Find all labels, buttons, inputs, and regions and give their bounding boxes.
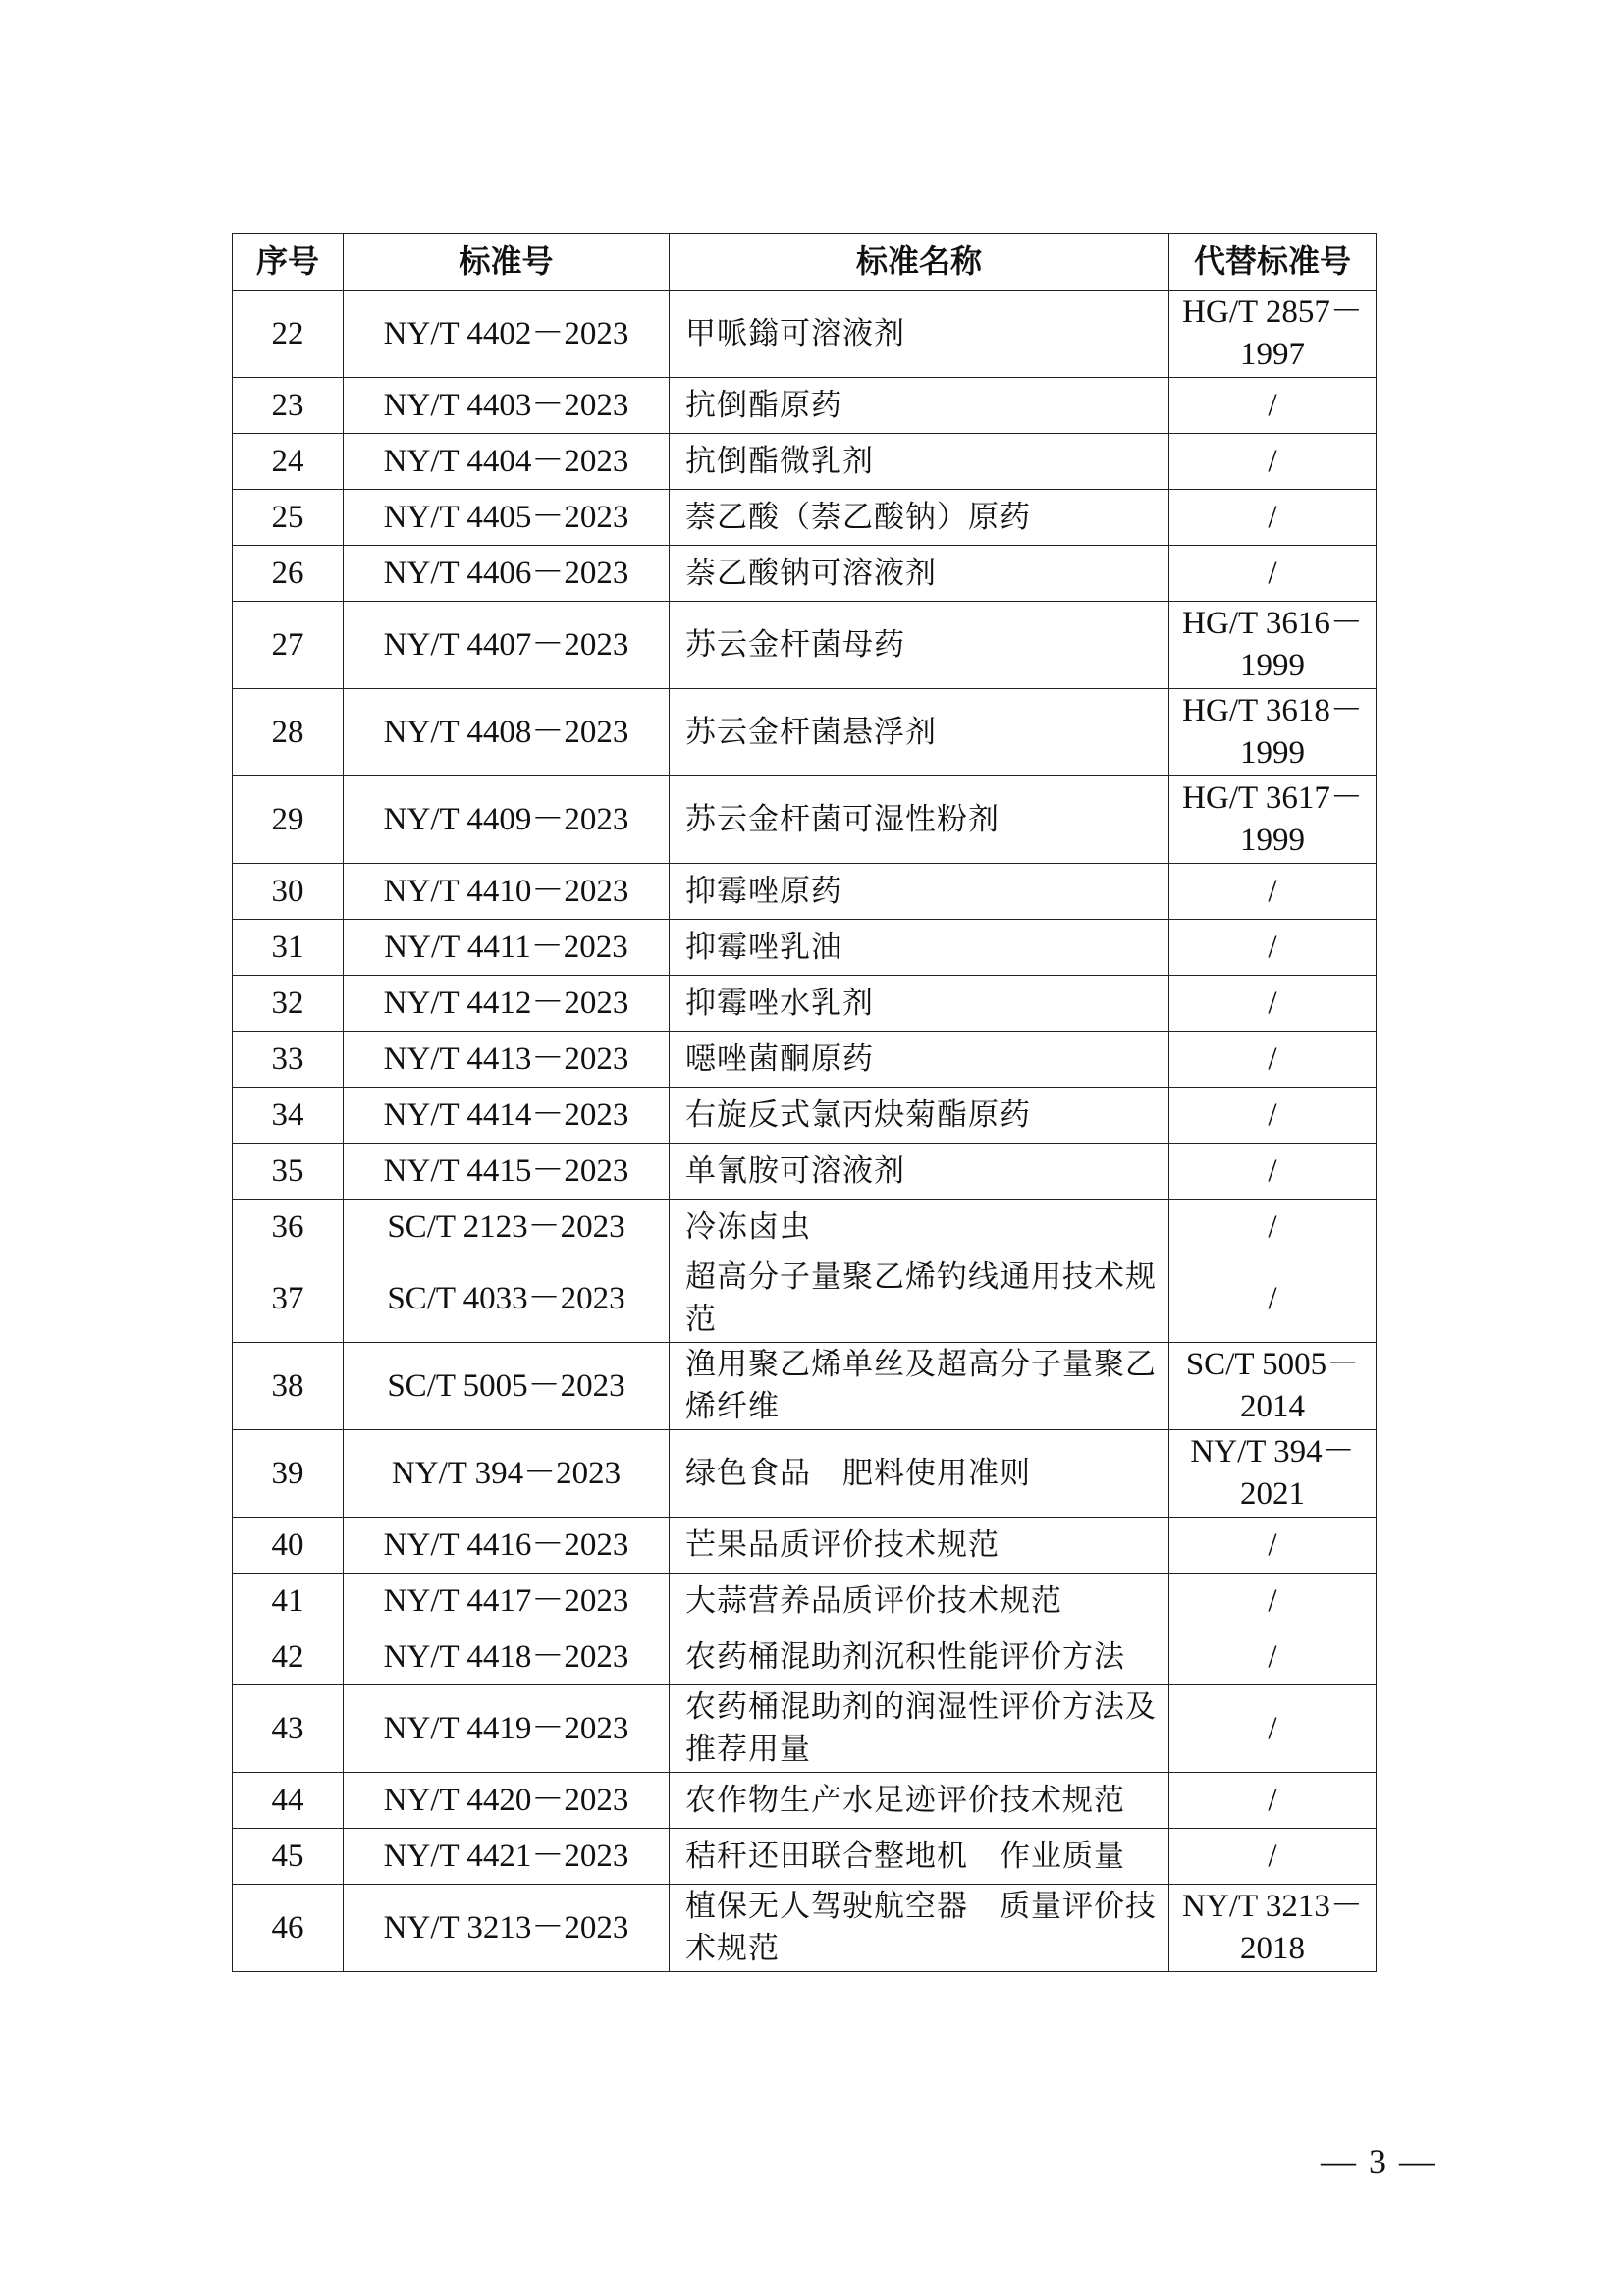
row-seq-cell: 22 <box>233 291 344 378</box>
page-number: — 3 — <box>1321 2142 1436 2181</box>
row-seq-cell: 35 <box>233 1144 344 1200</box>
table-row <box>233 920 1377 976</box>
row-standard-name-cell: 萘乙酸（萘乙酸钠）原药 <box>670 490 1169 546</box>
row-seq-cell: 24 <box>233 434 344 490</box>
header-standard-name: 标准名称 <box>670 234 1169 291</box>
row-standard-name-cell: 芒果品质评价技术规范 <box>670 1518 1169 1574</box>
row-standard-no-cell: NY/T 4407－2023 <box>344 602 670 689</box>
row-standard-no-cell: NY/T 4412－2023 <box>344 976 670 1032</box>
row-seq-cell: 29 <box>233 776 344 864</box>
row-standard-name-cell: 右旋反式氯丙炔菊酯原药 <box>670 1088 1169 1144</box>
row-seq-cell: 44 <box>233 1773 344 1829</box>
row-standard-name-cell: 抗倒酯原药 <box>670 378 1169 434</box>
row-replaces-cell: NY/T 394－2021 <box>1169 1430 1377 1518</box>
row-standard-no-cell: NY/T 4411－2023 <box>344 920 670 976</box>
row-replaces-cell: / <box>1169 1629 1377 1685</box>
row-standard-no-cell: NY/T 4415－2023 <box>344 1144 670 1200</box>
row-seq-cell: 45 <box>233 1829 344 1885</box>
row-standard-no-cell: NY/T 4404－2023 <box>344 434 670 490</box>
row-standard-no-cell: NY/T 4405－2023 <box>344 490 670 546</box>
row-seq-cell: 26 <box>233 546 344 602</box>
table-row <box>233 378 1377 434</box>
table-row <box>233 1885 1377 1972</box>
row-replaces-cell: / <box>1169 864 1377 920</box>
row-standard-no-cell: NY/T 4416－2023 <box>344 1518 670 1574</box>
row-standard-name-cell: 苏云金杆菌悬浮剂 <box>670 689 1169 776</box>
row-replaces-cell: / <box>1169 1518 1377 1574</box>
row-standard-name-cell: 抗倒酯微乳剂 <box>670 434 1169 490</box>
row-replaces-cell: / <box>1169 1685 1377 1773</box>
row-standard-no-cell: SC/T 2123－2023 <box>344 1200 670 1255</box>
row-seq-cell: 41 <box>233 1574 344 1629</box>
table-row <box>233 1574 1377 1629</box>
table-row <box>233 976 1377 1032</box>
row-replaces-cell: NY/T 3213－2018 <box>1169 1885 1377 1972</box>
row-standard-no-cell: SC/T 5005－2023 <box>344 1343 670 1430</box>
row-seq-cell: 25 <box>233 490 344 546</box>
table-row <box>233 546 1377 602</box>
table-header-row <box>233 234 1377 291</box>
row-standard-name-cell: 抑霉唑乳油 <box>670 920 1169 976</box>
table-row <box>233 1343 1377 1430</box>
row-standard-no-cell: NY/T 4419－2023 <box>344 1685 670 1773</box>
row-replaces-cell: / <box>1169 1773 1377 1829</box>
row-standard-name-cell: 超高分子量聚乙烯钓线通用技术规范 <box>670 1255 1169 1343</box>
table-row <box>233 689 1377 776</box>
row-seq-cell: 23 <box>233 378 344 434</box>
table-row <box>233 291 1377 378</box>
table-row <box>233 1032 1377 1088</box>
row-standard-name-cell: 植保无人驾驶航空器 质量评价技术规范 <box>670 1885 1169 1972</box>
row-standard-no-cell: NY/T 4408－2023 <box>344 689 670 776</box>
row-replaces-cell: HG/T 3617－1999 <box>1169 776 1377 864</box>
row-standard-no-cell: NY/T 4413－2023 <box>344 1032 670 1088</box>
row-seq-cell: 30 <box>233 864 344 920</box>
row-standard-name-cell: 农药桶混助剂沉积性能评价方法 <box>670 1629 1169 1685</box>
row-standard-name-cell: 萘乙酸钠可溶液剂 <box>670 546 1169 602</box>
table-row <box>233 1430 1377 1518</box>
row-seq-cell: 36 <box>233 1200 344 1255</box>
row-seq-cell: 43 <box>233 1685 344 1773</box>
table-row <box>233 1088 1377 1144</box>
row-replaces-cell: / <box>1169 378 1377 434</box>
row-standard-no-cell: NY/T 4410－2023 <box>344 864 670 920</box>
row-replaces-cell: / <box>1169 1032 1377 1088</box>
row-replaces-cell: / <box>1169 1574 1377 1629</box>
row-replaces-cell: SC/T 5005－2014 <box>1169 1343 1377 1430</box>
table-row <box>233 1255 1377 1343</box>
row-standard-name-cell: 秸秆还田联合整地机 作业质量 <box>670 1829 1169 1885</box>
row-standard-no-cell: NY/T 4421－2023 <box>344 1829 670 1885</box>
table-row <box>233 490 1377 546</box>
table-row <box>233 1518 1377 1574</box>
row-replaces-cell: / <box>1169 1255 1377 1343</box>
row-seq-cell: 32 <box>233 976 344 1032</box>
table-row <box>233 864 1377 920</box>
row-seq-cell: 40 <box>233 1518 344 1574</box>
standards-table <box>232 233 1377 1972</box>
row-standard-no-cell: NY/T 4409－2023 <box>344 776 670 864</box>
table-row <box>233 1144 1377 1200</box>
row-replaces-cell: HG/T 2857－1997 <box>1169 291 1377 378</box>
row-standard-no-cell: NY/T 4418－2023 <box>344 1629 670 1685</box>
row-standard-no-cell: NY/T 394－2023 <box>344 1430 670 1518</box>
row-standard-name-cell: 单氰胺可溶液剂 <box>670 1144 1169 1200</box>
row-standard-name-cell: 苏云金杆菌母药 <box>670 602 1169 689</box>
row-standard-no-cell: NY/T 4402－2023 <box>344 291 670 378</box>
row-replaces-cell: / <box>1169 434 1377 490</box>
table-body <box>233 291 1377 1972</box>
row-seq-cell: 31 <box>233 920 344 976</box>
row-standard-name-cell: 甲哌鎓可溶液剂 <box>670 291 1169 378</box>
row-replaces-cell: / <box>1169 490 1377 546</box>
row-standard-no-cell: NY/T 4406－2023 <box>344 546 670 602</box>
row-seq-cell: 42 <box>233 1629 344 1685</box>
row-standard-no-cell: NY/T 4420－2023 <box>344 1773 670 1829</box>
row-standard-name-cell: 渔用聚乙烯单丝及超高分子量聚乙烯纤维 <box>670 1343 1169 1430</box>
row-replaces-cell: / <box>1169 546 1377 602</box>
row-replaces-cell: / <box>1169 1200 1377 1255</box>
row-standard-no-cell: SC/T 4033－2023 <box>344 1255 670 1343</box>
row-standard-name-cell: 抑霉唑水乳剂 <box>670 976 1169 1032</box>
row-replaces-cell: / <box>1169 920 1377 976</box>
row-replaces-cell: / <box>1169 976 1377 1032</box>
row-replaces-cell: / <box>1169 1829 1377 1885</box>
table-row <box>233 1629 1377 1685</box>
row-replaces-cell: / <box>1169 1088 1377 1144</box>
row-seq-cell: 37 <box>233 1255 344 1343</box>
row-standard-name-cell: 苏云金杆菌可湿性粉剂 <box>670 776 1169 864</box>
header-standard-no: 标准号 <box>344 234 670 291</box>
header-seq: 序号 <box>233 234 344 291</box>
row-replaces-cell: HG/T 3616－1999 <box>1169 602 1377 689</box>
row-replaces-cell: / <box>1169 1144 1377 1200</box>
row-seq-cell: 27 <box>233 602 344 689</box>
table-row <box>233 1685 1377 1773</box>
row-standard-name-cell: 冷冻卤虫 <box>670 1200 1169 1255</box>
row-standard-no-cell: NY/T 4417－2023 <box>344 1574 670 1629</box>
table-row <box>233 776 1377 864</box>
row-standard-name-cell: 绿色食品 肥料使用准则 <box>670 1430 1169 1518</box>
row-standard-no-cell: NY/T 4414－2023 <box>344 1088 670 1144</box>
row-replaces-cell: HG/T 3618－1999 <box>1169 689 1377 776</box>
table-row <box>233 434 1377 490</box>
row-standard-name-cell: 农药桶混助剂的润湿性评价方法及推荐用量 <box>670 1685 1169 1773</box>
row-standard-no-cell: NY/T 3213－2023 <box>344 1885 670 1972</box>
row-standard-no-cell: NY/T 4403－2023 <box>344 378 670 434</box>
table-row <box>233 1773 1377 1829</box>
row-seq-cell: 34 <box>233 1088 344 1144</box>
row-seq-cell: 39 <box>233 1430 344 1518</box>
table-row <box>233 1829 1377 1885</box>
row-seq-cell: 33 <box>233 1032 344 1088</box>
row-standard-name-cell: 抑霉唑原药 <box>670 864 1169 920</box>
row-seq-cell: 46 <box>233 1885 344 1972</box>
row-standard-name-cell: 噁唑菌酮原药 <box>670 1032 1169 1088</box>
row-seq-cell: 38 <box>233 1343 344 1430</box>
header-replaces: 代替标准号 <box>1169 234 1377 291</box>
table-row <box>233 1200 1377 1255</box>
table-row <box>233 602 1377 689</box>
row-standard-name-cell: 大蒜营养品质评价技术规范 <box>670 1574 1169 1629</box>
row-standard-name-cell: 农作物生产水足迹评价技术规范 <box>670 1773 1169 1829</box>
row-seq-cell: 28 <box>233 689 344 776</box>
